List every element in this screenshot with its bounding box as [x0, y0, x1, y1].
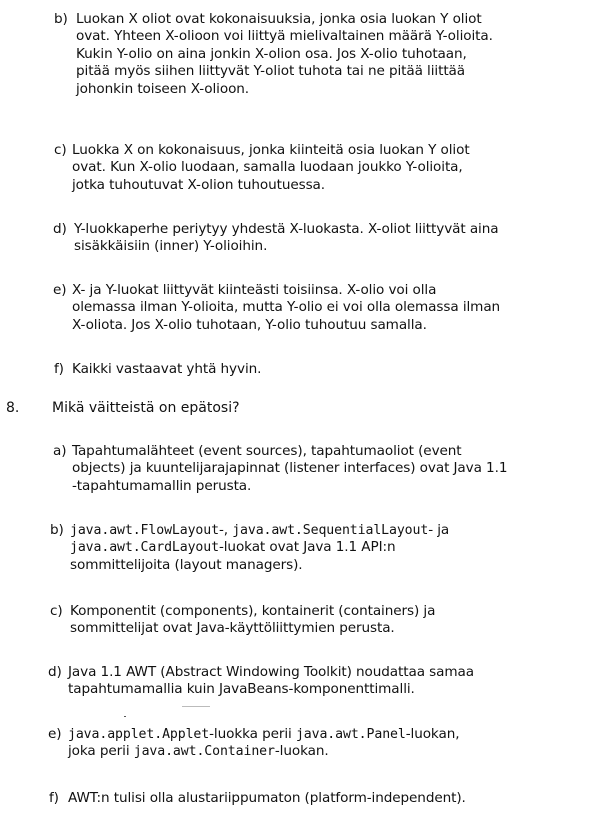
- option-line: Luokan X oliot ovat kokonaisuuksia, jonka osia luokan Y oliot: [76, 11, 482, 27]
- option-line: Komponentit (components), kontainerit (containers) ja: [70, 603, 436, 619]
- option-line: sisäkkäisiin (inner) Y-olioihin.: [74, 238, 268, 255]
- option-line: johonkin toiseen X-olioon.: [76, 80, 250, 97]
- option-line: [70, 557, 449, 574]
- option-line: Kukin Y-olio on aina jonkin X-olion osa. Jos X-olio tuhotaan,: [76, 45, 467, 62]
- option-text: -luokan.: [274, 743, 329, 760]
- class-name-cardlayout: java.awt.CardLayout: [70, 540, 219, 556]
- option-label: c): [50, 603, 63, 619]
- option-text: -luokka perii: [209, 726, 296, 742]
- scan-speck: [124, 716, 126, 717]
- option-8e: [48, 726, 460, 761]
- option-line: Tapahtumalähteet (event sources), tapahtumaoliot (event: [72, 443, 462, 459]
- option-label: e): [53, 282, 67, 298]
- option-line: [68, 726, 459, 743]
- option-line: Java 1.1 AWT (Abstract Windowing Toolkit) noudattaa samaa: [68, 664, 474, 680]
- option-8c: [50, 603, 436, 638]
- option-7f: [54, 361, 262, 378]
- option-7c: [54, 142, 470, 194]
- option-line: ovat. Kun X-olio luodaan, samalla luodaan joukko Y-olioita,: [72, 159, 463, 176]
- option-label: f): [49, 790, 59, 806]
- option-line: pitää myös siihen liittyvät Y-oliot tuhota tai ne pitää liittää: [76, 63, 466, 80]
- option-text: sommittelijoita (layout managers).: [70, 556, 303, 573]
- option-7d: [53, 221, 499, 256]
- option-line: [70, 539, 449, 556]
- class-name-sequentiallayout: java.awt.SequentialLayout: [232, 523, 429, 538]
- option-8a: [53, 443, 508, 495]
- option-line: Luokka X on kokonaisuus, jonka kiinteitä osia luokan Y oliot: [72, 142, 470, 158]
- scan-speck: [182, 706, 210, 707]
- option-8f: [49, 790, 466, 807]
- option-label: a): [53, 443, 67, 459]
- option-line: sommittelijat ovat Java-käyttöliittymien perusta.: [70, 620, 395, 637]
- class-name-panel: java.awt.Panel: [295, 727, 406, 742]
- option-7e: [53, 282, 501, 334]
- option-label: f): [54, 361, 64, 377]
- option-line: Y-luokkaperhe periytyy yhdestä X-luokasta. X-oliot liittyvät aina: [74, 221, 499, 237]
- option-label: c): [54, 142, 67, 158]
- option-label: b): [54, 11, 68, 27]
- option-line: tapahtumamallia kuin JavaBeans-komponenttimalli.: [68, 681, 415, 698]
- option-text: joka perii: [68, 743, 134, 760]
- question-8-prompt: Mikä väitteistä on epätosi?: [52, 400, 240, 416]
- option-line: objects) ja kuuntelijarajapinnat (listener interfaces) ovat Java 1.1: [72, 460, 508, 477]
- option-label: e): [48, 726, 62, 742]
- option-text: -luokat ovat Java 1.1 API:n: [218, 539, 396, 556]
- option-line: Kaikki vastaavat yhtä hyvin.: [72, 361, 262, 377]
- option-line: AWT:n tulisi olla alustariippumaton (platform-independent).: [68, 790, 466, 806]
- option-line: olemassa ilman Y-olioita, mutta Y-olio ei voi olla olemassa ilman: [72, 299, 501, 316]
- option-label: b): [50, 522, 64, 538]
- option-text: -luokan,: [405, 726, 460, 742]
- option-label: d): [48, 664, 62, 680]
- option-line: X-oliota. Jos X-olio tuhotaan, Y-olio tuhoutuu samalla.: [72, 316, 427, 333]
- option-8b: [50, 522, 450, 574]
- option-line: [70, 522, 449, 539]
- option-line: X- ja Y-luokat liittyvät kiinteästi toisiinsa. X-olio voi olla: [72, 282, 437, 298]
- class-name-applet: java.applet.Applet: [68, 727, 210, 742]
- question-8-number: 8.: [6, 400, 20, 416]
- option-label: d): [53, 221, 67, 237]
- option-line: [68, 743, 459, 760]
- option-line: -tapahtumamallin perusta.: [72, 477, 252, 494]
- option-7b: [54, 11, 493, 98]
- class-name-flowlayout: java.awt.FlowLayout: [70, 523, 219, 538]
- option-text: - ja: [428, 522, 450, 538]
- option-line: ovat. Yhteen X-olioon voi liittyä mielivaltainen määrä Y-olioita.: [76, 28, 493, 45]
- class-name-container: java.awt.Container: [133, 744, 275, 760]
- option-line: jotka tuhoutuvat X-olion tuhoutuessa.: [72, 176, 326, 193]
- option-8d: [48, 664, 474, 699]
- option-text: -,: [218, 522, 233, 538]
